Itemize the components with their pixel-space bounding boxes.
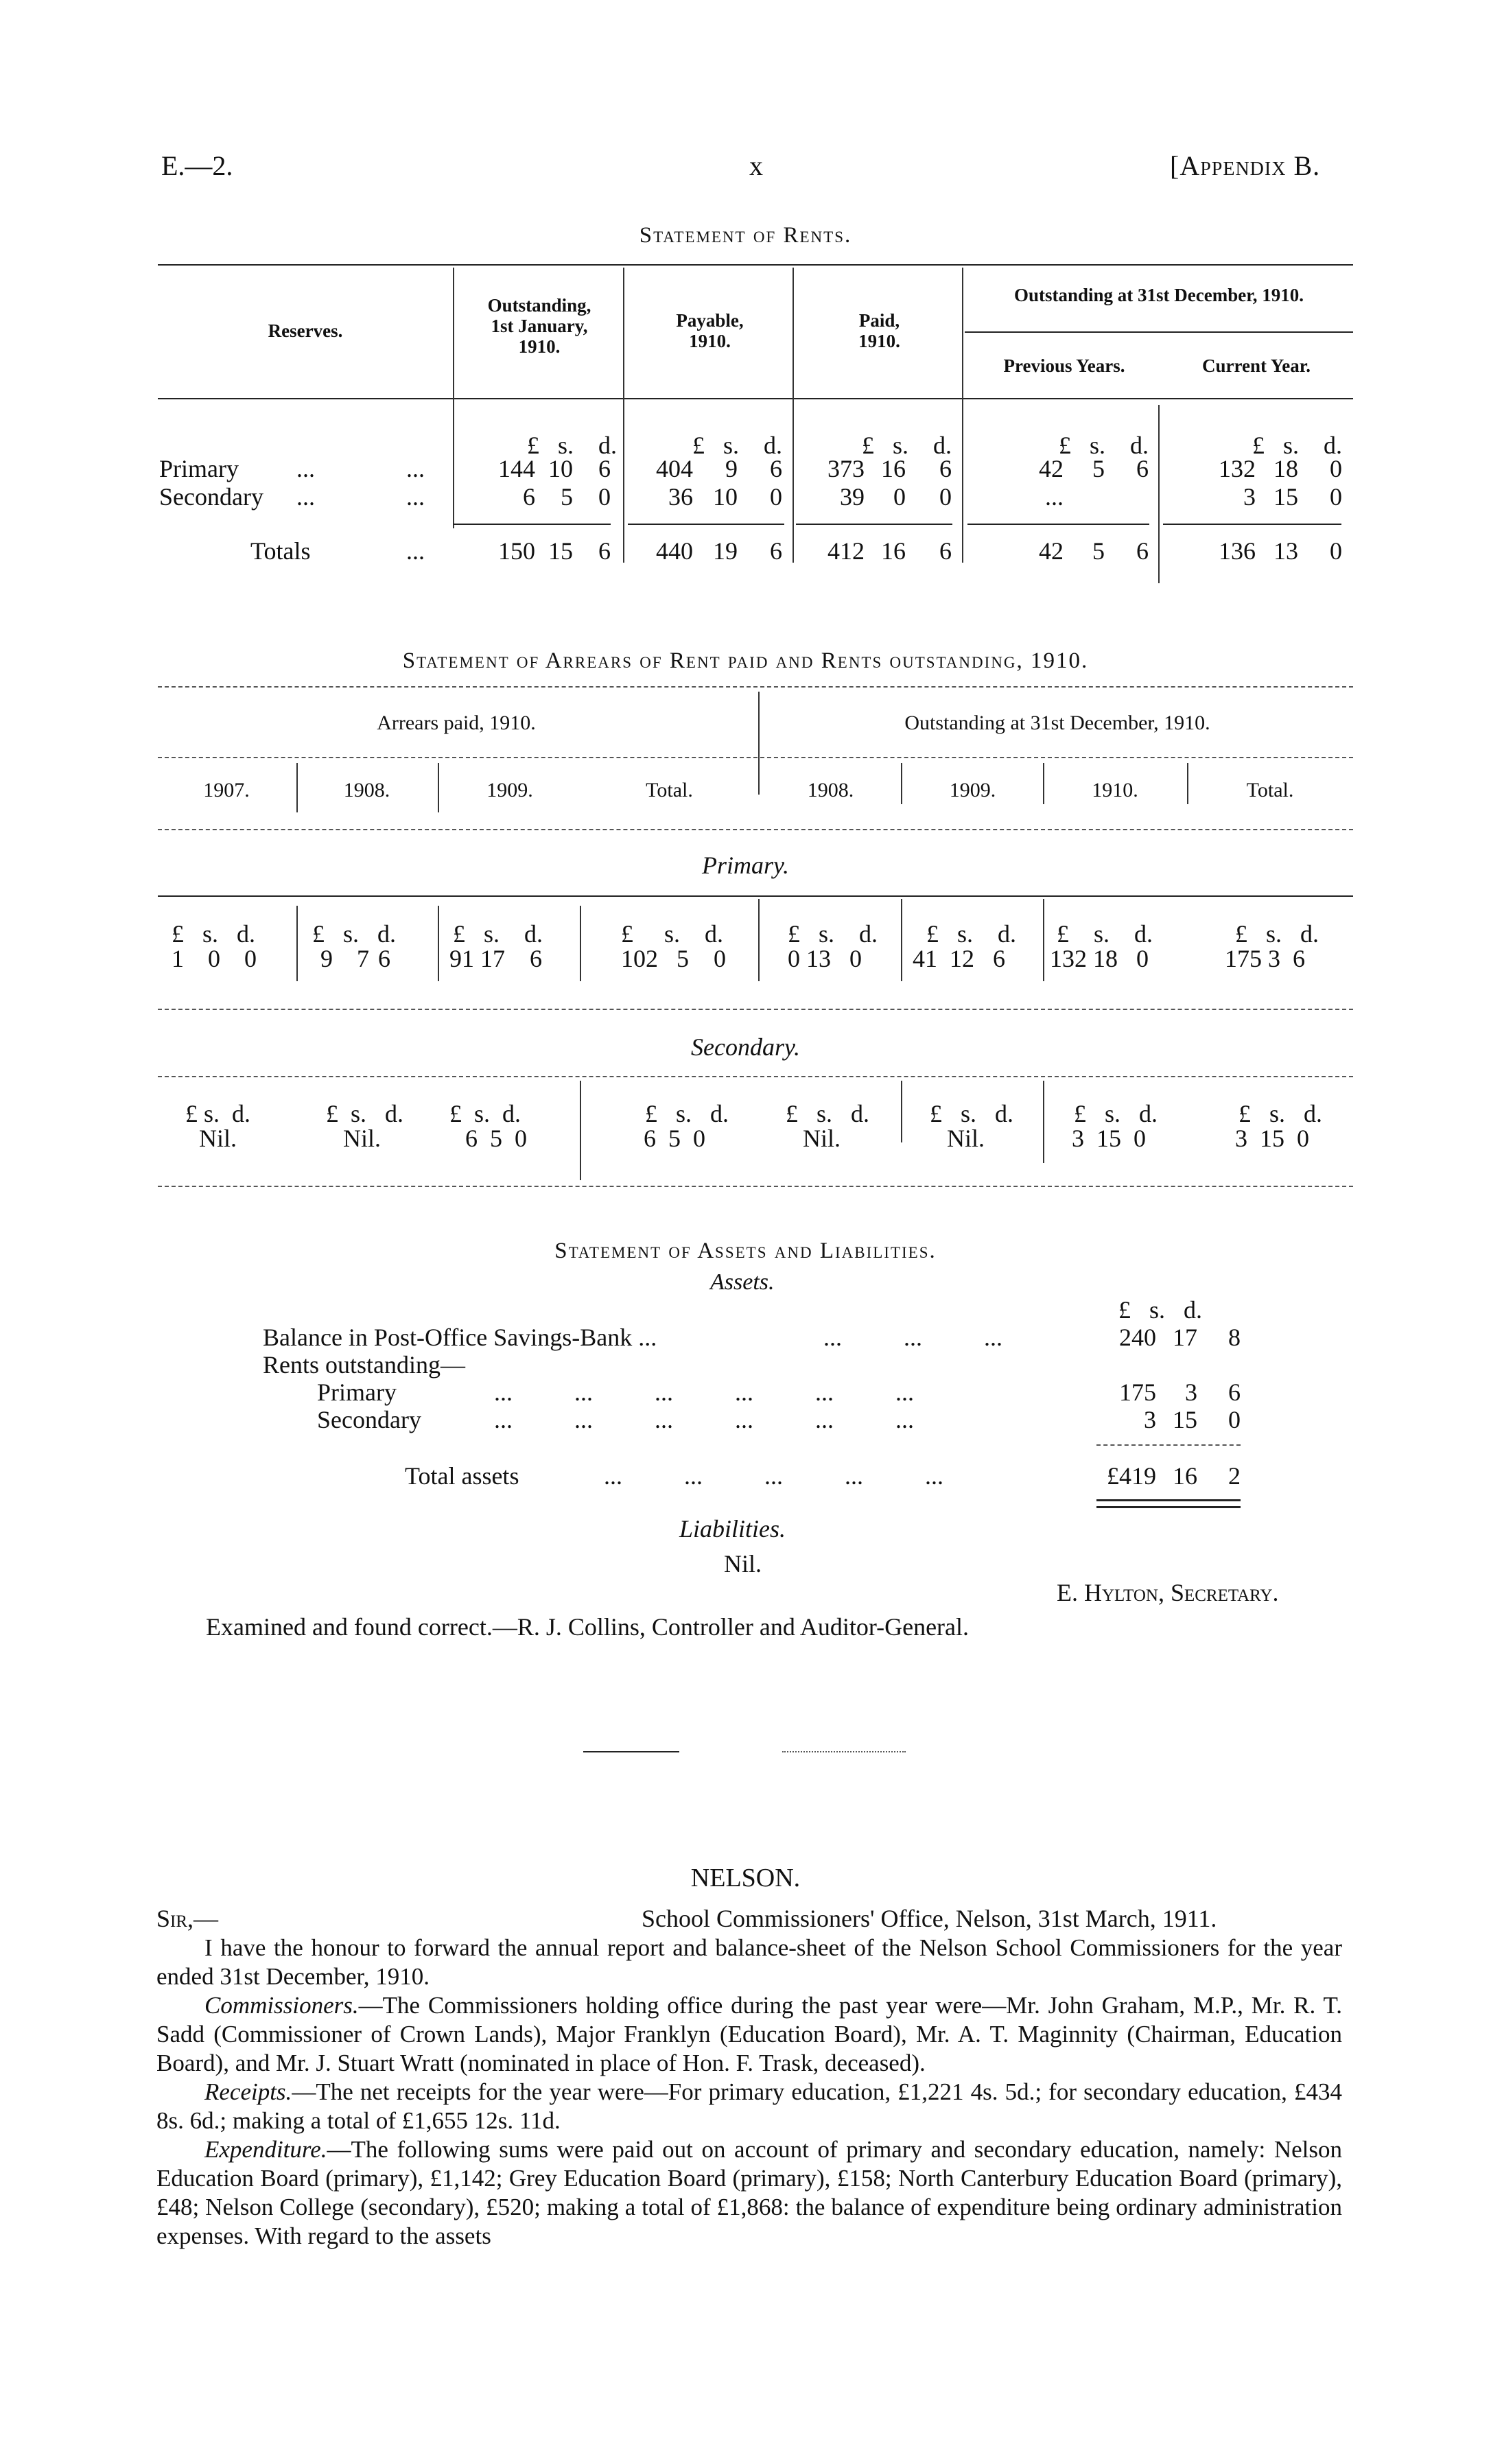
header-right: [Appendix B. xyxy=(1170,150,1321,181)
assets-line-rents: Rents outstanding— xyxy=(263,1351,465,1378)
rents-col-outstanding-start: Outstanding, 1st January, 1910. xyxy=(487,295,591,357)
rents-top-rule xyxy=(158,264,1353,266)
signature: E. Hylton, Secretary. xyxy=(1057,1579,1279,1606)
liabilities-value: Nil. xyxy=(724,1550,762,1577)
nelson-heading: NELSON. xyxy=(690,1864,801,1892)
rents-lsd-out: £ s. d. xyxy=(526,432,617,459)
rents-col-reserves: Reserves. xyxy=(268,320,343,341)
rents-lsd-paid: £ s. d. xyxy=(861,432,952,459)
section-separator xyxy=(583,1751,679,1752)
rents-lsd-pay: £ s. d. xyxy=(692,432,782,459)
arrears-primary-label: Primary. xyxy=(701,852,789,879)
nelson-paragraph-intro: I have the honour to forward the annual report and balance-sheet of the Nelson School Commissioners for the year ended 31st December, 1910. xyxy=(156,1934,1342,1990)
nelson-paragraph-commissioners: Commissioners.—The Commissioners holding office during the past year were—Mr. John Graham, M.P., Mr. R. T. Sadd (Commissioner of Crown Lands), Major Franklyn (Education Board), Mr. A. T. Maginnity (Chairman, Education Board), and Mr. J. Stuart Wratt (nominated in place of Hon. F. Trask, deceased). xyxy=(156,1992,1342,2076)
header-left: E.—2. xyxy=(161,150,233,181)
rents-col-payable: Payable, 1910. xyxy=(676,310,744,351)
arrears-title: Statement of Arrears of Rent paid and Rents outstanding, 1910. xyxy=(402,648,1089,673)
rents-head-rule xyxy=(158,398,1353,399)
examined-line: Examined and found correct.—R. J. Collins, Controller and Auditor-General. xyxy=(206,1613,970,1641)
nelson-paragraph-receipts: Receipts.—The net receipts for the year were—For primary education, £1,221 4s. 5d.; for secondary education, £434 8s. 6d.; making a total of £1,655 12s. 11d. xyxy=(156,2078,1342,2134)
header-center: x xyxy=(749,150,763,181)
rents-col-current: Current Year. xyxy=(1202,355,1311,376)
rents-col-outstanding-end: Outstanding at 31st December, 1910. xyxy=(1014,285,1304,305)
assets-lsd: £ s. d. xyxy=(1118,1296,1203,1324)
assets-label: Assets. xyxy=(710,1269,775,1295)
arrears-secondary-label: Secondary. xyxy=(691,1033,800,1061)
arrears-group-outstanding: Outstanding at 31st December, 1910. xyxy=(904,712,1210,734)
rents-col-previous: Previous Years. xyxy=(1003,355,1125,376)
rents-subhead-rule xyxy=(965,331,1353,333)
arrears-group-paid: Arrears paid, 1910. xyxy=(377,712,536,734)
assets-title: Statement of Assets and Liabilities. xyxy=(554,1239,937,1263)
rents-lsd-cur: £ s. d. xyxy=(1252,432,1342,459)
nelson-body xyxy=(156,1934,1342,2251)
rents-title: Statement of Rents. xyxy=(639,223,852,248)
nelson-salutation: Sir,— xyxy=(156,1905,219,1932)
rents-lsd-prev: £ s. d. xyxy=(1058,432,1149,459)
nelson-office-line: School Commissioners' Office, Nelson, 31st March, 1911. xyxy=(642,1905,1217,1932)
liabilities-label: Liabilities. xyxy=(679,1515,786,1542)
nelson-paragraph-expenditure: Expenditure.—The following sums were paid out on account of primary and secondary education, namely: Nelson Education Board (primary), £1,142; Grey Education Board (primary), £158; North Canterbury Education Board (primary), £48; Nelson College (secondary), £520; making a total of £1,868: the balance of expenditure being ordinary administration expenses. With regard to the assets xyxy=(156,2136,1342,2249)
rents-col-paid: Paid, 1910. xyxy=(858,310,900,351)
